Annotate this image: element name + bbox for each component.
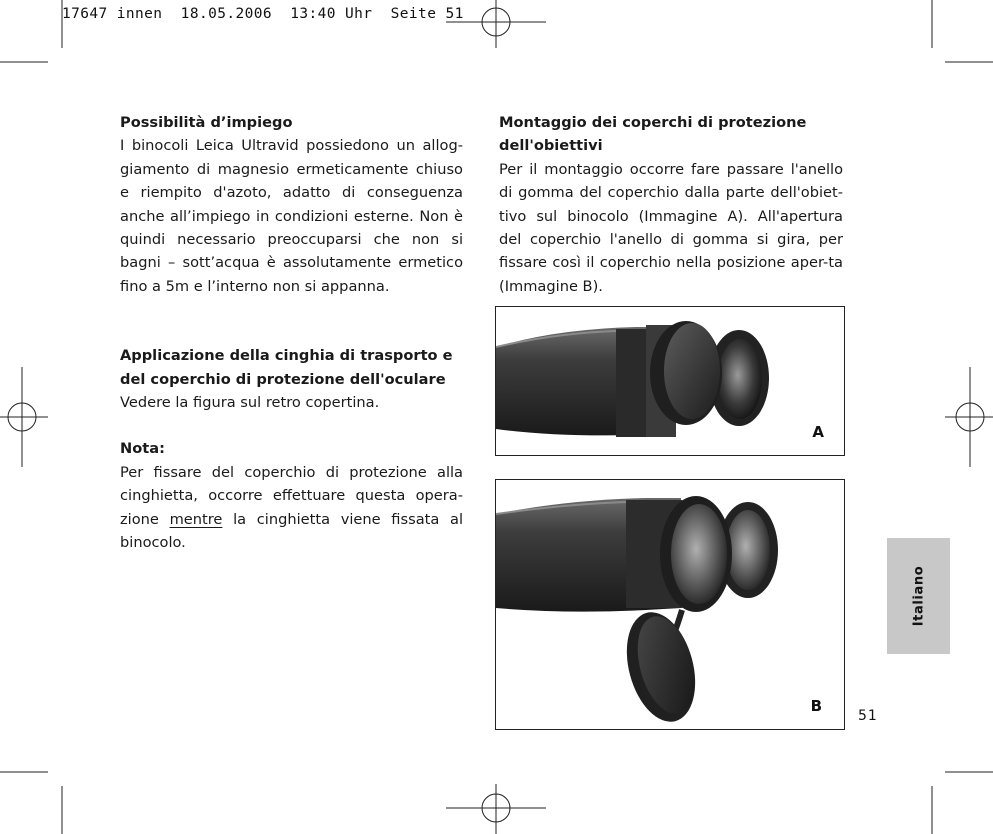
right-column <box>499 111 843 298</box>
figure-b-label: B <box>810 697 822 715</box>
section-heading-caps-line2: dell'obiettivi <box>499 137 603 155</box>
figure-a <box>495 306 845 456</box>
note-heading: Nota: <box>120 440 165 458</box>
figure-b <box>495 479 845 730</box>
note-paragraph <box>120 461 463 555</box>
binoculars-cap-closed-photo <box>496 307 844 455</box>
usage-paragraph: I binocoli Leica Ultravid possiedono un allog-giamento di magnesio ermeticamente chiuso e riempito d'azoto, adatto di conseguenza anche all’impiego in condizioni esterne. Non è quindi necessario preoccuparsi che non si bagni – sott’acqua è assolutamente ermetico fino a 5m e l’interno non si appanna. <box>120 137 463 295</box>
language-tab-label: Italiano <box>911 565 926 627</box>
note-text-before: Per fissare del coperchio di protezione alla cinghietta, occorre effettuare questa opera-zione <box>120 463 463 528</box>
note-text-after: la cinghietta viene fissata al binocolo. <box>120 510 463 552</box>
section-heading-usage: Possibilità d’impiego <box>120 114 293 131</box>
section-heading-strap-line1: Applicazione della cinghia di trasporto e <box>120 347 453 365</box>
section-heading-strap-line2: del coperchio di protezione dell'oculare <box>120 370 446 388</box>
figure-a-label: A <box>812 423 824 441</box>
caps-paragraph: Per il montaggio occorre fare passare l'anello di gomma del coperchio dalla parte dell'obiet-tivo sul binocolo (Immagine A). All'apertura del coperchio l'anello di gomma si gira, per fissare così il coperchio nella posizione aper-ta (Immagine B). <box>499 160 843 295</box>
binoculars-cap-open-photo <box>496 480 844 729</box>
print-slug: 17647 innen 18.05.2006 13:40 Uhr Seite 51 <box>62 6 464 22</box>
strap-paragraph: Vedere la figura sul retro copertina. <box>120 394 380 412</box>
language-tab <box>887 538 950 654</box>
page-number: 51 <box>858 708 878 724</box>
note-emphasis: mentre <box>169 510 223 528</box>
section-heading-caps-line1: Montaggio dei coperchi di protezione <box>499 114 807 131</box>
left-column <box>120 111 463 555</box>
